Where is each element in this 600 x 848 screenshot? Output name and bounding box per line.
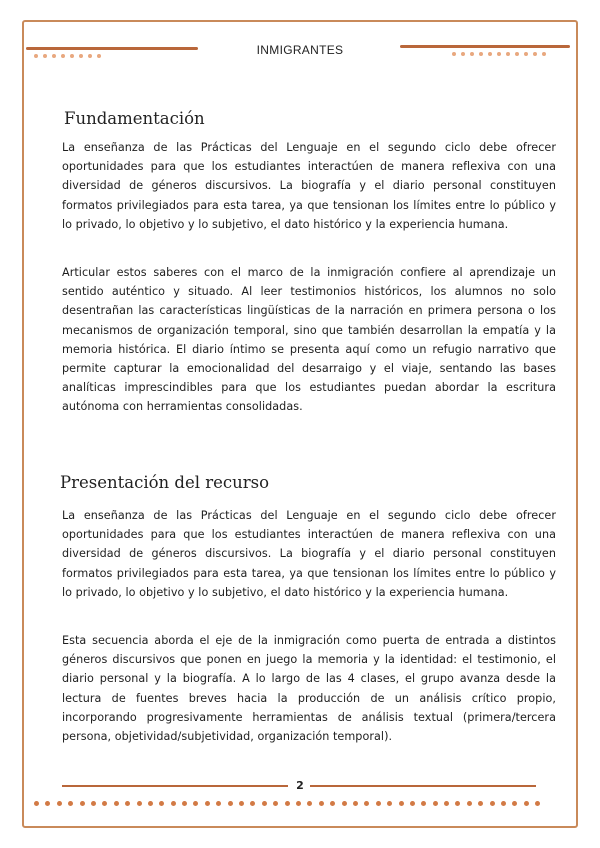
paragraph: Articular estos saberes con el marco de la inmigración confiere al aprendizaje un sentido auténtico y situado. Al leer testimonios históricos, los alumnos no solo desentrañan las características lingüísticas de la narración en primera persona o los mecanismos de organización temporal, sino que también desarrollan la empatía y la memoria histórica. El diario íntimo se presenta aquí como un refugio narrativo que permite capturar la emocionalidad del desarraigo y el viaje, sentando las bases analíticas imprescindibles para que los estudiantes puedan abordar la escritura autónoma con herramientas consolidadas.: [62, 266, 556, 414]
page-number: 2: [296, 779, 304, 792]
paragraph: La enseñanza de las Prácticas del Lenguaje en el segundo ciclo debe ofrecer oportunidades para que los estudiantes interactúen de manera reflexiva con una diversidad de géneros discursivos. La biografía y el diario personal constituyen formatos privilegiados para esta tarea, ya que tensionan los límites entre lo público y lo privado, lo objetivo y lo subjetivo, el dato histórico y la experiencia humana.: [62, 141, 556, 231]
footer-dots: [34, 801, 540, 806]
section-title-fundamentacion: Fundamentación: [64, 109, 205, 128]
header-title: INMIGRANTES: [256, 43, 344, 57]
paragraph: La enseñanza de las Prácticas del Lenguaje en el segundo ciclo debe ofrecer oportunidades para que los estudiantes interactúen de manera reflexiva con una diversidad de géneros discursivos. La biografía y el diario personal constituyen formatos privilegiados para esta tarea, ya que tensionan los límites entre lo público y lo privado, lo objetivo y lo subjetivo, el dato histórico y la experiencia humana.: [62, 509, 556, 599]
section-title-presentacion: Presentación del recurso: [60, 473, 270, 492]
paragraph: Esta secuencia aborda el eje de la inmigración como puerta de entrada a distintos géneros discursivos que ponen en juego la memoria y la identidad: el testimonio, el diario personal y la biografía. A lo largo de las 4 clases, el grupo avanza desde la lectura de fuentes breves hacia la producción de un análisis crítico propio, incorporando progresivamente herramientas de análisis textual (primera/tercera persona, objetividad/subjetividad, organización temporal).: [62, 634, 556, 744]
